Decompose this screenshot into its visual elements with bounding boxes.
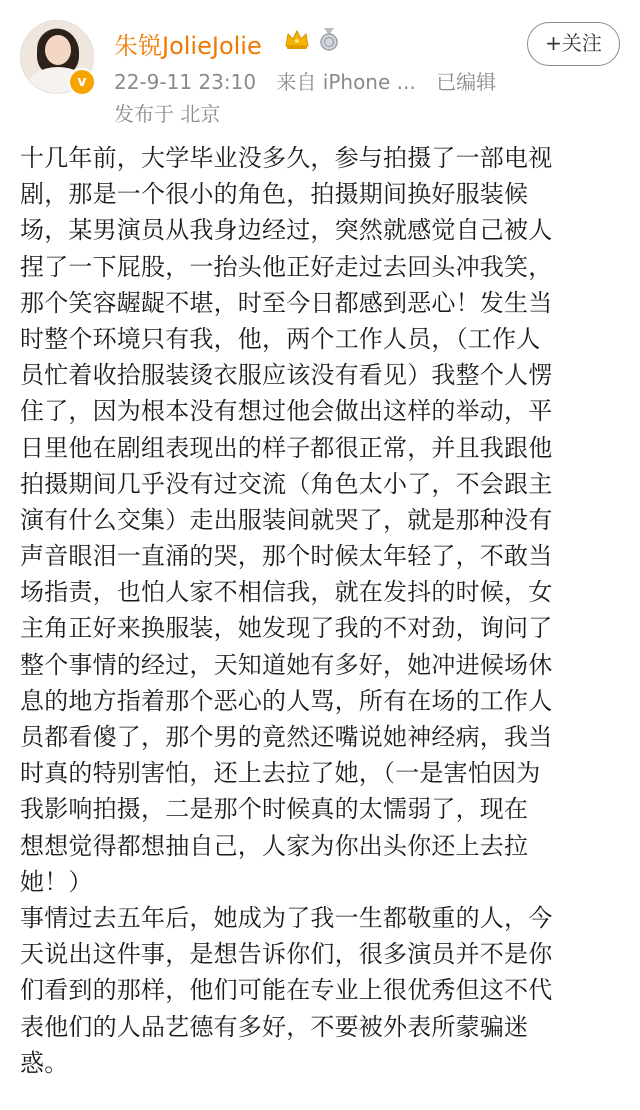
post-line: 时整个环境只有我，他，两个工作人员，（工作人 [20,324,541,353]
post-location: 发布于 北京 [114,102,221,126]
medal-icon [318,27,340,51]
post-line: 表他们的人品艺德有多好，不要被外表所蒙骗迷 [20,1012,529,1041]
post-line: 演有什么交集）走出服装间就哭了，就是那种没有 [20,505,553,534]
post-line: 场指责，也怕人家不相信我，就在发抖的时候，女 [20,578,553,607]
post-timestamp: 22-9-11 23:10 [114,70,257,94]
post-line: 十几年前，大学毕业没多久，参与拍摄了一部电视 [20,144,553,172]
post-line: 们看到的那样，他们可能在专业上很优秀但这不代 [20,976,553,1005]
post-line: 整个事情的经过，天知道她有多好，她冲进候场休 [20,650,553,679]
post-line: 天说出这件事，是想告诉你们，很多演员并不是你 [20,940,553,969]
post-line: 场，某男演员从我身边经过，突然就感觉自己被人 [20,216,553,245]
post-line: 剧，那是一个很小的角色，拍摄期间换好服装候 [20,180,529,209]
post-line: 员忙着收拾服装烫衣服应该没有看见）我整个人愣 [20,361,553,390]
post-line: 拍摄期间几乎没有过交流（角色太小了，不会跟主 [20,469,553,498]
post-source[interactable]: 来自 iPhone ... [276,70,416,94]
post-line: 员都看傻了，那个男的竟然还嘴说她神经病，我当 [20,723,553,751]
post-line: 时真的特别害怕，还上去拉了她，（一是害怕因为 [20,759,541,788]
post-line: 捏了一下屁股，一抬头他正好走过去回头冲我笑， [20,252,553,281]
post-line: 她！） [20,867,93,896]
avatar-face [45,35,71,65]
verified-badge-icon: v [68,68,96,96]
post-line: 惑。 [20,1048,69,1077]
post-line: 主角正好来换服装，她发现了我的不对劲，询问了 [20,614,553,643]
post-line: 息的地方指着那个恶心的人骂，所有在场的工作人 [20,686,553,715]
post-line: 日里他在剧组表现出的样子都很正常，并且我跟他 [20,433,553,462]
post-line: 那个笑容龌龊不堪，时至今日都感到恶心！发生当 [20,288,553,317]
post-meta [114,66,510,95]
post-line: 想想觉得都想抽自己，人家为你出头你还上去拉 [20,831,529,860]
crown-icon [284,28,310,50]
follow-button[interactable]: +关注 [527,22,620,66]
post-line: 住了，因为根本没有想过他会做出这样的举动，平 [20,397,553,426]
post-header [0,0,640,140]
post-edited-label[interactable]: 已编辑 [436,70,497,94]
author-name[interactable]: 朱锐JolieJolie [114,32,262,60]
post-text [20,140,620,1081]
post-line: 事情过去五年后，她成为了我一生都敬重的人，今 [20,903,553,932]
post-line: 声音眼泪一直涌的哭，那个时候太年轻了，不敢当 [20,542,553,571]
post-line: 我影响拍摄，二是那个时候真的太懦弱了，现在 [20,795,529,824]
